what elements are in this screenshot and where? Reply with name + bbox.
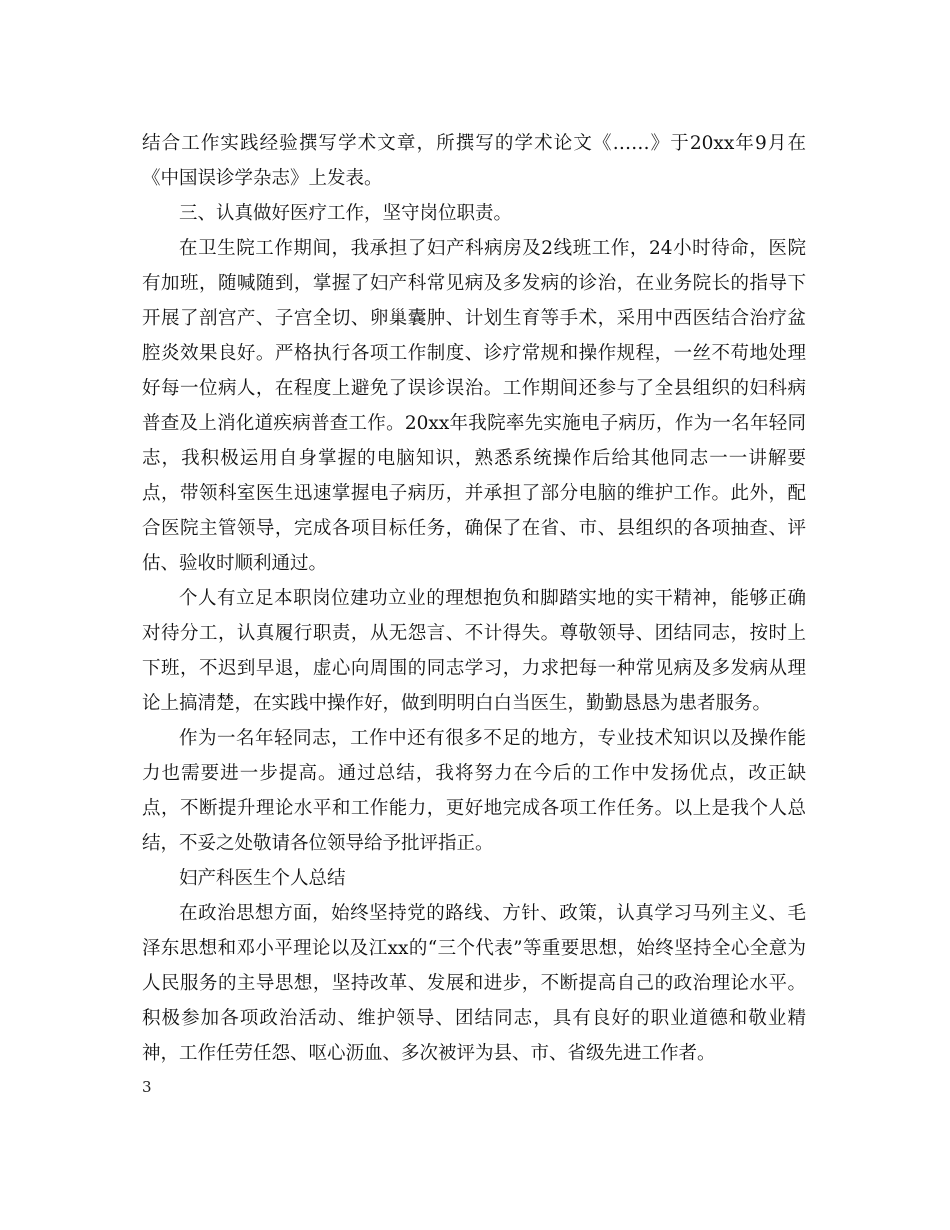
section-heading: 三、认真做好医疗工作，坚守岗位职责。	[179, 203, 513, 224]
paragraph-continuation: 结合工作实践经验撰写学术文章，所撰写的学术论文《……》于20xx年9月在《中国误诊学杂志》上发表。	[142, 133, 806, 189]
paragraph-medical-work: 在卫生院工作期间，我承担了妇产科病房及2线班工作，24小时待命，医院有加班，随喊随到，掌握了妇产科常见病及多发病的诊治，在业务院长的指导下开展了剖宫产、子宫全切、卵巢囊肿、计划生育等手术，采用中西医结合治疗盆腔炎效果良好。严格执行各项工作制度、诊疗常规和操作规程，一丝不苟地处理好每一位病人，在程度上避免了误诊误治。工作期间还参与了全县组织的妇科病普查及上消化道疾病普查工作。20xx年我院率先实施电子病历，作为一名年轻同志，我积极运用自身掌握的电脑知识，熟悉系统操作后给其他同志一一讲解要点，带领科室医生迅速掌握电子病历，并承担了部分电脑的维护工作。此外，配合医院主管领导，完成各项目标任务，确保了在省、市、县组织的各项抽查、评估、验收时顺利通过。	[142, 238, 806, 574]
paragraph-political-thought: 在政治思想方面，始终坚持党的路线、方针、政策，认真学习马列主义、毛泽东思想和邓小平理论以及江xx的“三个代表”等重要思想，始终坚持全心全意为人民服务的主导思想，坚持改革、发展和进步，不断提高自己的政治理论水平。积极参加各项政治活动、维护领导、团结同志，具有良好的职业道德和敬业精神，工作任劳任怨、呕心沥血、多次被评为县、市、省级先进工作者。	[142, 903, 806, 1064]
paragraph-self-assessment: 作为一名年轻同志，工作中还有很多不足的地方，专业技术知识以及操作能力也需要进一步提高。通过总结，我将努力在今后的工作中发扬优点，改正缺点，不断提升理论水平和工作能力，更好地完成各项工作任务。以上是我个人总结，不妥之处敬请各位领导给予批评指正。	[142, 728, 806, 854]
paragraph-personal-attitude: 个人有立足本职岗位建功立业的理想抱负和脚踏实地的实干精神，能够正确对待分工，认真履行职责，从无怨言、不计得失。尊敬领导、团结同志，按时上下班，不迟到早退，虚心向周围的同志学习，力求把每一种常见病及多发病从理论上搞清楚，在实践中操作好，做到明明白白当医生，勤勤恳恳为患者服务。	[142, 588, 806, 714]
document-body	[142, 126, 806, 1071]
subtitle: 妇产科医生个人总结	[179, 868, 346, 889]
page-number: 3	[142, 1078, 152, 1096]
